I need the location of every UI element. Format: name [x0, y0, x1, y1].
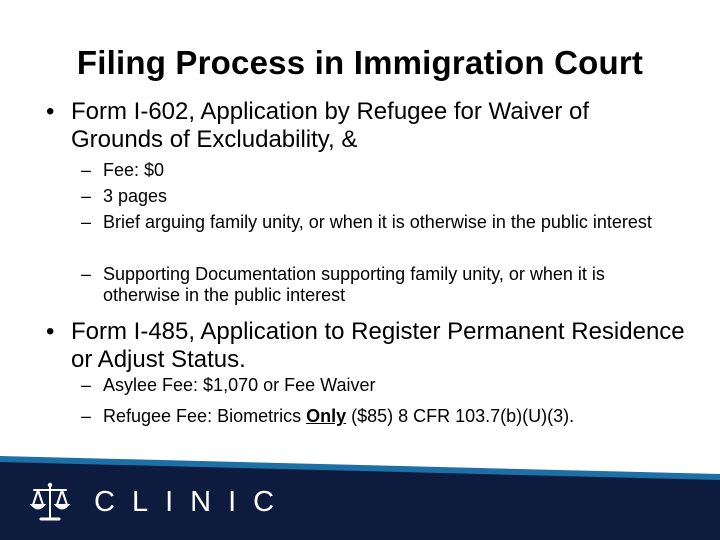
- sub-bullet-text-post: ($85) 8 CFR 103.7(b)(U)(3).: [346, 406, 575, 426]
- slide-title: Filing Process in Immigration Court: [76, 44, 644, 81]
- bullet-item: [46, 98, 686, 154]
- scales-of-justice-icon: [30, 481, 70, 523]
- sub-bullet-item: [81, 264, 681, 306]
- sub-bullet-item: [81, 160, 681, 181]
- dash-marker: –: [81, 264, 92, 284]
- dash-marker: –: [81, 375, 92, 395]
- sub-bullet-text: Brief arguing family unity, or when it is otherwise in the public interest: [103, 212, 652, 232]
- bullet-item: [46, 318, 686, 374]
- emphasis-text: Only: [306, 406, 347, 426]
- bullet-marker: •: [46, 98, 55, 125]
- sub-bullet-item: [81, 375, 681, 396]
- sub-bullet-item: [81, 406, 681, 427]
- bullet-text: Form I-602, Application by Refugee for Waiver of Grounds of Excludability, &: [71, 98, 590, 153]
- sub-bullet-text: 3 pages: [103, 186, 168, 206]
- bullet-marker: •: [46, 318, 55, 345]
- bullet-text: Form I-485, Application to Register Permanent Residence or Adjust Status.: [71, 318, 685, 373]
- sub-bullet-text: [103, 406, 681, 427]
- sub-bullet-text: Asylee Fee: $1,070 or Fee Waiver: [103, 375, 376, 395]
- dash-marker: –: [81, 186, 92, 206]
- sub-bullet-text-pre: Refugee Fee: Biometrics: [103, 406, 307, 426]
- clinic-logo: [30, 478, 291, 526]
- sub-bullet-text: Fee: $0: [103, 160, 165, 180]
- sub-bullet-item: [81, 212, 681, 233]
- sub-bullet-item: [81, 186, 681, 207]
- logo-wordmark: CLINIC: [94, 485, 292, 518]
- dash-marker: –: [81, 212, 92, 232]
- dash-marker: –: [81, 160, 92, 180]
- sub-bullet-text: Supporting Documentation supporting family unity, or when it is otherwise in the public interest: [103, 264, 605, 305]
- dash-marker: –: [81, 406, 92, 426]
